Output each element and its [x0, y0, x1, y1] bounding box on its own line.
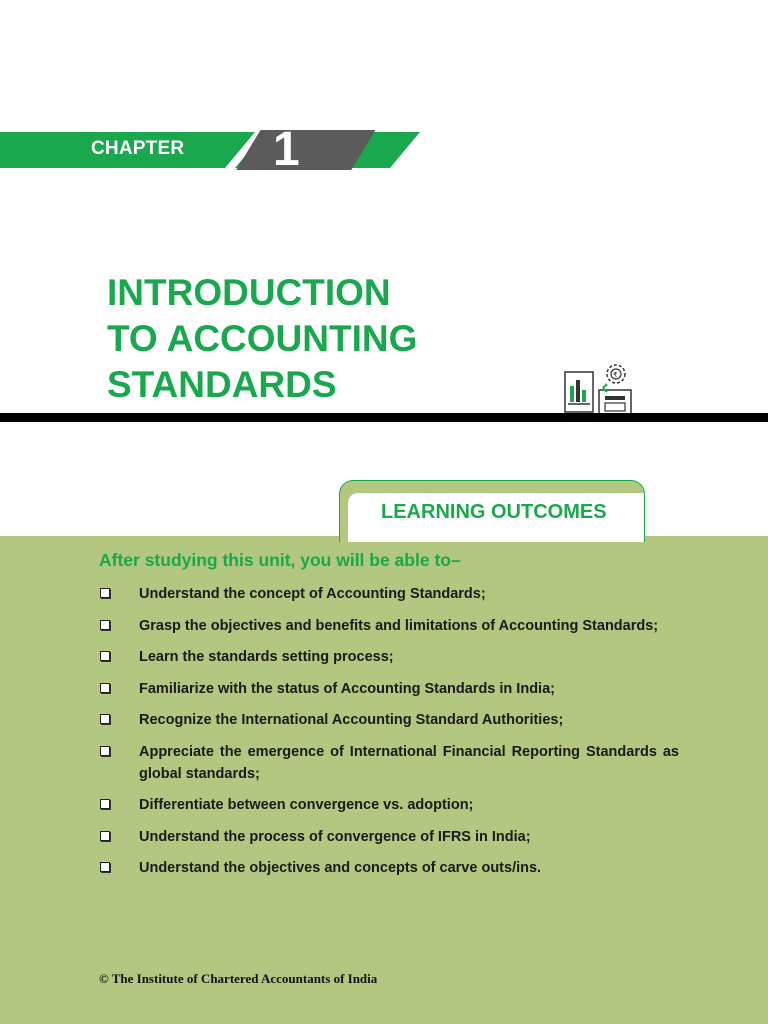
checkbox-bullet-icon: [100, 651, 110, 661]
list-item: [99, 678, 679, 700]
checkbox-bullet-icon: [100, 862, 110, 872]
checkbox-bullet-icon: [100, 683, 110, 693]
chapter-title: [107, 270, 417, 408]
list-item-text: Familiarize with the status of Accounting Standards in India;: [139, 680, 555, 697]
list-item-text: Understand the process of convergence of IFRS in India;: [139, 828, 531, 845]
chapter-number: 1: [273, 123, 300, 176]
checkbox-bullet-icon: [100, 799, 110, 809]
svg-text:₹: ₹: [613, 371, 618, 379]
chapter-banner: [0, 130, 420, 170]
list-item-text: Learn the standards setting process;: [139, 649, 394, 665]
learning-outcomes-heading: LEARNING OUTCOMES: [381, 501, 607, 523]
checkbox-bullet-icon: [100, 746, 110, 756]
checkbox-bullet-icon: [100, 831, 110, 841]
list-item-text: Recognize the International Accounting Standard Authorities;: [139, 712, 564, 728]
list-item-text: Understand the objectives and concepts of carve outs/ins.: [139, 860, 542, 876]
checkbox-bullet-icon: [100, 714, 110, 724]
checkbox-bullet-icon: [100, 620, 110, 630]
chapter-label: CHAPTER: [91, 138, 185, 159]
list-item-text: Grasp the objectives and benefits and limitations of Accounting Standards;: [139, 617, 659, 634]
list-item-text: Appreciate the emergence of International Financial Reporting Standards as global standards;: [139, 743, 679, 782]
title-line: TO ACCOUNTING: [107, 318, 418, 359]
list-item: [99, 615, 679, 637]
list-item: [99, 826, 679, 848]
list-item-text: Differentiate between convergence vs. adoption;: [139, 797, 474, 813]
checkbox-bullet-icon: [100, 588, 110, 598]
title-line: STANDARDS: [107, 364, 337, 405]
outcomes-intro: After studying this unit, you will be able to–: [99, 550, 461, 570]
list-item: [99, 709, 679, 731]
copyright-footer: © The Institute of Chartered Accountants of India: [99, 971, 378, 986]
document-chart-gear-icon: [563, 360, 635, 414]
list-item-text: Understand the concept of Accounting Standards;: [139, 586, 486, 602]
list-item: [99, 857, 679, 879]
outcomes-list: [99, 583, 679, 889]
list-item: [99, 646, 679, 668]
title-line: INTRODUCTION: [107, 272, 391, 313]
title-divider: [0, 413, 768, 422]
list-item: [99, 583, 679, 605]
list-item: [99, 741, 679, 785]
list-item: [99, 794, 679, 816]
